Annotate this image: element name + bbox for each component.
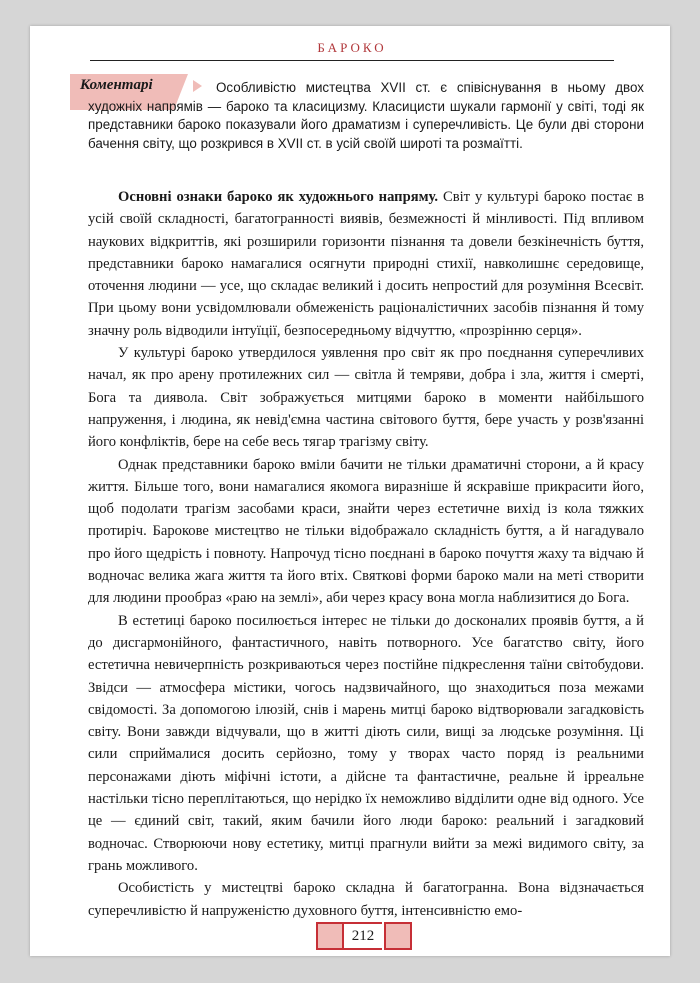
page-footer — [30, 922, 670, 948]
comment-label: Коментарі — [80, 77, 153, 93]
header-rule — [90, 60, 614, 61]
paragraph-5: Особистість у мистецтві бароко складна й багатогранна. Вона відзначається суперечливістю й напруженістю духовного буття, інтенсивністю емо- — [88, 880, 644, 919]
paragraph-3: Однак представники бароко вміли бачити не тільки драматичні сторони, а й красу життя. Більше того, вони намагалися якомога виразніше й яскравіше прикрасити його, щоб подолати трагізм засобами краси, знайти через естетичне вихід із кола тяжких протиріч. Барокове мистецтво не тільки відображало складність буття, а й нагадувало про його щедрість і повноту. Напрочуд тісно поєднані в бароко почуття жаху та відчаю й водночас велика жага життя та його втіх. Святкові форми бароко мали на меті створити для людини прообраз «раю на землі», аби через красу вона могла наблизитися до Бога. — [88, 456, 644, 607]
main-text — [88, 186, 644, 922]
page-number: 212 — [344, 922, 382, 950]
running-header: БАРОКО — [317, 40, 387, 55]
page — [30, 26, 670, 956]
paragraph-4: В естетиці бароко посилюється інтерес не тільки до досконалих проявів буття, а й до дисгармонійного, фантастичного, навіть потворного. Усе багатство світу, його естетична невичерпність розкриваються через постійне підкреслення таїни світобудови. Звідси — атмосфера містики, чогось надзвичайного, що знаходиться поза межами свідомості. За допомогою ілюзій, снів і марень митці бароко відтворювали загадковість світу. Вони завжди відчували, що в житті діють сили, вищі за людське розуміння. Ці сили сприймалися досить серйозно, тому у творах часто поряд із реальними персонажами діють міфічні істоти, а дійсне та фантастичне, реальне й ірреальне настільки тісно переплітаються, що нерідко їх неможливо відділити одне від одного. Усе це — єдиний світ, такий, яким бачили його люди бароко: реальний і загадковий водночас. Створюючи нову естетику, митці прагнули вийти за межі видимого світу, за грань можливого. — [88, 612, 644, 874]
paragraph-2: У культурі бароко утвердилося уявлення про світ як про поєднання суперечливих начал, як про арену протилежних сил — світла й темряви, добра і зла, життя і смерті, Бога та диявола. Світ зображується митцями бароко в моменти найбільшого напруження, і людина, як невід'ємна частина світового буття, бере участь у розв'язанні його конфліктів, бере на себе весь тягар трагізму світу. — [88, 345, 644, 451]
section-heading: Основні ознаки бароко як художнього напряму. — [118, 189, 439, 205]
paragraph-1-text: Світ у культурі бароко постає в усій своїй складності, багатогранності виявів, безмежності й мінливості. Під впливом наукових відкриттів, які розширили горизонти пізнання та довели безкінечність буття, представники бароко намагалися осягнути природні стихії, навколишнє середовище, оточення людини — усе, що складає великий і досить непростий для розуміння Всесвіт. При цьому вони усвідомлювали обмеженість раціоналістичних засобів пізнання й тому значну роль відводили інтуїції, безпосередньому відчуттю, «прозрінню серця». — [88, 189, 644, 339]
paragraph-1 — [88, 186, 644, 342]
page-number-right-box — [384, 922, 412, 950]
page-number-left-box — [316, 922, 344, 950]
comment-text: Особливістю мистецтва XVII ст. є співіснування в ньому двох художніх напрямів — бароко та класицизму. Класицисти шукали гармонії у світі, тоді як представники бароко показували його драматизм і суперечливість. Це були дві сторони бачення світу, що розкрився в XVII ст. в усій своїй широті та розмаїтті. — [88, 80, 644, 151]
